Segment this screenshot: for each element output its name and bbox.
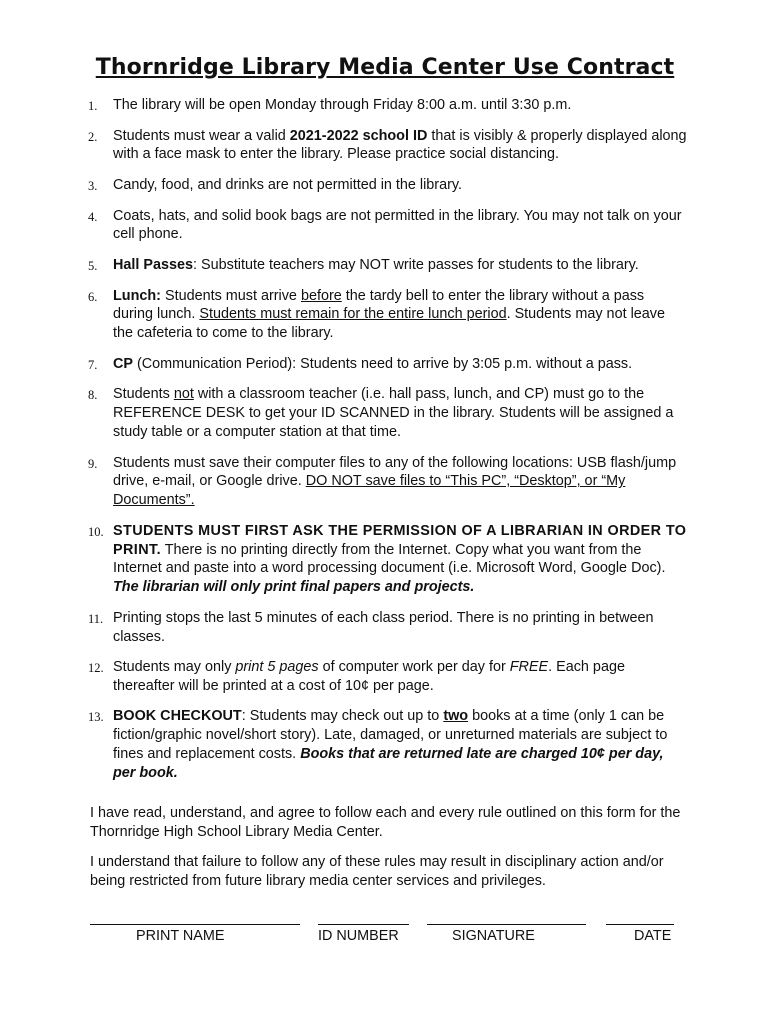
rule-number: 9. <box>88 456 98 471</box>
page-title: Thornridge Library Media Center Use Contract <box>95 55 675 80</box>
rule-item <box>88 609 688 647</box>
signature-line[interactable] <box>427 924 586 925</box>
rule-text-segment: books at a time (only 1 can be fiction/graphic novel/short story). Late, damaged, or unreturned materials are subject to fines and replacement costs. <box>113 708 668 763</box>
id-number-label: ID NUMBER <box>318 928 399 944</box>
rule-text-segment: Books that are returned late are charged 10¢ per day, per book. <box>113 746 664 781</box>
rule-number: 8. <box>88 388 98 403</box>
rule-text-segment: Candy, food, and drinks are not permitted in the library. <box>113 176 463 193</box>
rule-text-segment: DO NOT save files to “This PC”, “Desktop”, or “My Documents”. <box>113 473 626 509</box>
rule-number: 13. <box>88 710 104 725</box>
rule-text <box>113 523 686 595</box>
rule-text-segment: BOOK CHECKOUT <box>113 708 242 725</box>
rules-list <box>88 96 688 794</box>
rule-text-segment: . Students may not leave the cafeteria to come to the library. <box>113 306 665 342</box>
rule-text <box>113 208 682 243</box>
rule-text <box>113 257 639 273</box>
rule-item <box>88 127 688 165</box>
rule-text <box>113 610 654 645</box>
rule-item <box>88 385 688 441</box>
rule-text-segment: There is no printing directly from the Internet. Copy what you want from the Internet and paste into a word processing document (i.e. Microsoft Word, Google Doc). <box>113 541 666 577</box>
print-name-line[interactable] <box>90 924 300 925</box>
rule-text-segment: : Substitute teachers may NOT write passes for students to the library. <box>193 256 639 273</box>
rule-text-segment: : Students may check out up to <box>241 708 444 725</box>
rule-number: 5. <box>88 258 98 273</box>
rule-text-segment: Students may only <box>113 659 236 676</box>
rule-text <box>113 708 667 780</box>
rule-item <box>88 256 688 275</box>
rule-text-segment: STUDENTS MUST FIRST ASK THE PERMISSION OF A LIBRARIAN IN ORDER TO PRINT. <box>113 522 687 558</box>
rule-text-segment: Printing stops the last 5 minutes of each class period. There is no printing in between classes. <box>113 609 654 645</box>
rule-text-segment: the tardy bell to enter the library without a pass during lunch. <box>113 287 645 323</box>
id-number-line[interactable] <box>318 924 409 925</box>
rule-item <box>88 454 688 510</box>
print-name-label: PRINT NAME <box>136 928 225 944</box>
rule-item <box>88 287 688 343</box>
rule-text <box>113 97 571 113</box>
rule-number: 12. <box>88 661 104 676</box>
rule-text <box>113 356 632 372</box>
rule-text <box>113 386 673 440</box>
rule-text-segment: Students <box>113 386 174 403</box>
rule-number: 7. <box>88 357 98 372</box>
rule-text-segment: 2021-2022 school ID <box>289 127 428 144</box>
rule-text-segment: Lunch: <box>113 287 161 304</box>
rule-text-segment: Hall Passes <box>113 256 194 273</box>
rule-text-segment: Coats, hats, and solid book bags are not permitted in the library. You may not talk on your cell phone. <box>113 207 682 243</box>
rule-text-segment: The librarian will only print final papers and projects. <box>113 579 475 596</box>
rule-text <box>113 177 462 193</box>
rule-number: 6. <box>88 289 98 304</box>
signature-label: SIGNATURE <box>452 928 535 944</box>
rule-text-segment: CP <box>113 355 133 372</box>
rule-text <box>113 128 687 163</box>
rule-text <box>113 455 676 509</box>
rule-text-segment: Students must arrive <box>160 287 301 304</box>
rule-text-segment: . Each page thereafter will be printed at a cost of 10¢ per page. <box>113 659 625 694</box>
rule-text-segment: (Communication Period): Students need to arrive by 3:05 p.m. without a pass. <box>133 355 633 372</box>
rule-number: 1. <box>88 99 98 113</box>
rule-text-segment: FREE <box>509 659 549 676</box>
rule-number: 10. <box>88 524 104 539</box>
rule-text-segment: with a classroom teacher (i.e. hall pass, lunch, and CP) must go to the REFERENCE DESK to get your ID SCANNED in the library. Students will be assigned a study table or a computer station at that time. <box>113 386 674 440</box>
rule-number: 3. <box>88 178 98 193</box>
rule-text-segment: of computer work per day for <box>318 659 510 676</box>
rule-item <box>88 96 688 115</box>
rule-number: 4. <box>88 209 98 224</box>
date-line[interactable] <box>606 924 674 925</box>
rule-text-segment: two <box>443 708 469 725</box>
rule-item <box>88 355 688 374</box>
rule-number: 2. <box>88 129 98 144</box>
disciplinary-statement: I understand that failure to follow any of these rules may result in disciplinary action and/or being restricted from future library media center services and privileges. <box>90 854 664 889</box>
rule-text <box>113 659 625 694</box>
rule-item <box>88 176 688 195</box>
rule-number: 11. <box>88 611 104 626</box>
rule-text-segment: before <box>300 287 342 304</box>
rule-text-segment: Students must wear a valid <box>113 127 290 144</box>
rule-text-segment: Students must save their computer files to any of the following locations: USB flash/jump drive, e-mail, or Google drive. <box>113 454 677 490</box>
rule-item <box>88 658 688 696</box>
rule-item <box>88 207 688 245</box>
date-label: DATE <box>634 928 672 944</box>
rule-text-segment: Students must remain for the entire lunch period <box>199 306 507 323</box>
rule-item <box>88 707 688 782</box>
agreement-statement: I have read, understand, and agree to follow each and every rule outlined on this form for the Thornridge High School Library Media Center. <box>90 805 681 840</box>
rule-text-segment: The library will be open Monday through Friday 8:00 a.m. until 3:30 p.m. <box>113 97 572 113</box>
rule-text <box>113 288 665 342</box>
rule-text-segment: not <box>173 386 194 403</box>
rule-item <box>88 522 688 597</box>
rule-text-segment: that is visibly & properly displayed along with a face mask to enter the library. Please practice social distancing. <box>113 127 687 163</box>
rule-text-segment: print 5 pages <box>235 659 319 676</box>
